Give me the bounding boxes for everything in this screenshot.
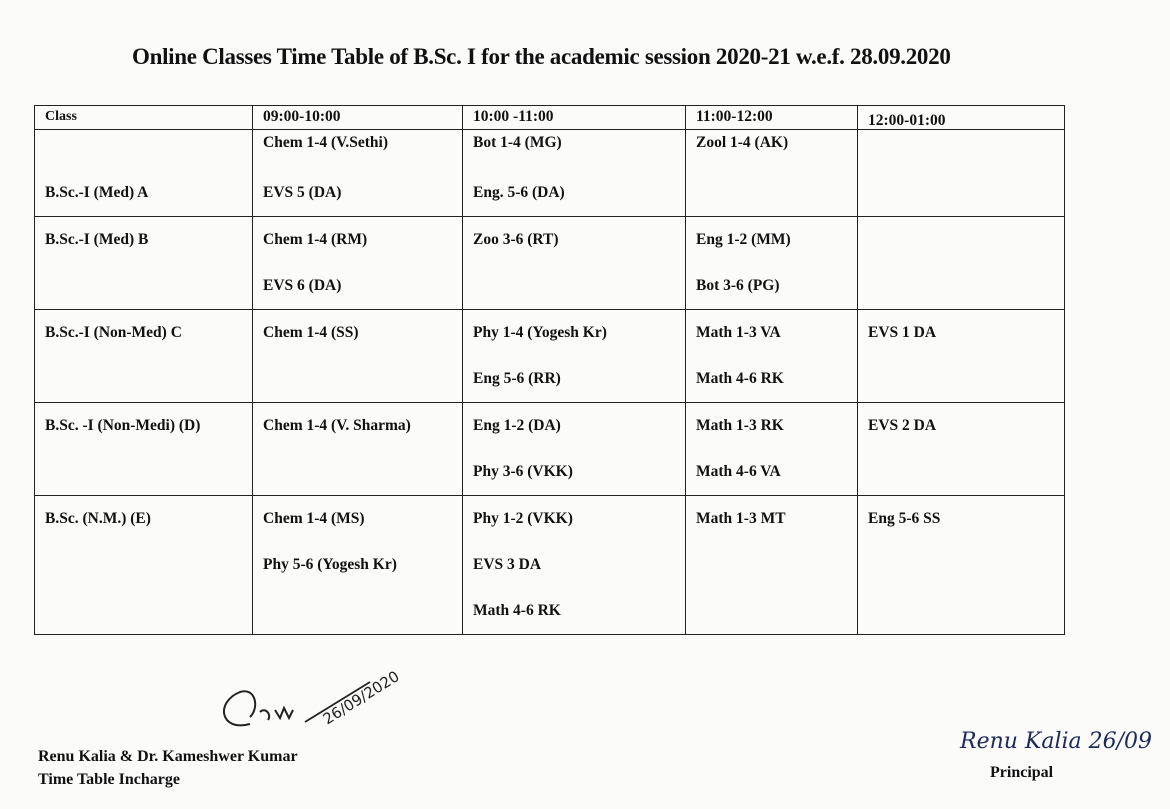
table-row [35, 403, 1065, 496]
subject-entry: Chem 1-4 (V.Sethi) [263, 134, 388, 151]
subject-entry: Math 1-3 VA [696, 324, 781, 341]
slot-cell [463, 496, 686, 635]
subject-entry: Math 4-6 RK [696, 370, 784, 387]
principal-title: Principal [990, 764, 1054, 781]
class-label: B.Sc.-I (Non-Med) C [45, 324, 182, 341]
slot-cell [253, 217, 463, 310]
subject-entry: Phy 5-6 (Yogesh Kr) [263, 556, 397, 573]
slot-cell [253, 496, 463, 635]
subject-entry: Eng 5-6 SS [868, 510, 941, 527]
slot-cell [686, 310, 858, 403]
subject-entry: Phy 1-2 (VKK) [473, 510, 573, 527]
incharge-block [38, 745, 298, 791]
table-row [35, 217, 1065, 310]
slot-cell [463, 217, 686, 310]
signature-right [955, 712, 1165, 762]
header-slot2: 10:00 -11:00 [463, 106, 686, 130]
subject-entry: Bot 1-4 (MG) [473, 134, 562, 151]
subject-entry: EVS 1 DA [868, 324, 937, 341]
subject-entry: EVS 3 DA [473, 556, 542, 573]
header-slot1: 09:00-10:00 [253, 106, 463, 130]
subject-entry: Math 1-3 MT [696, 510, 786, 527]
subject-entry: Chem 1-4 (V. Sharma) [263, 417, 411, 434]
slot-cell [253, 130, 463, 217]
header-slot4: 12:00-01:00 [858, 106, 1065, 130]
class-label: B.Sc. (N.M.) (E) [45, 510, 151, 527]
subject-entry: Zool 1-4 (AK) [696, 134, 789, 151]
incharge-title: Time Table Incharge [38, 771, 180, 788]
subject-entry: Phy 3-6 (VKK) [473, 463, 573, 480]
table-row [35, 310, 1065, 403]
slot-cell [858, 496, 1065, 635]
class-cell [35, 496, 253, 635]
subject-entry: EVS 5 (DA) [263, 184, 342, 201]
slot-cell [463, 130, 686, 217]
class-label: B.Sc.-I (Med) B [45, 231, 149, 248]
subject-entry: Eng 1-2 (MM) [696, 231, 791, 248]
slot-cell [463, 403, 686, 496]
signature-right-text: Renu Kalia 26/09 [960, 729, 1153, 754]
incharge-names: Renu Kalia & Dr. Kameshwer Kumar [38, 748, 298, 765]
subject-entry: Phy 1-4 (Yogesh Kr) [473, 324, 607, 341]
timetable [34, 105, 1065, 635]
slot-cell [858, 217, 1065, 310]
signature-left [210, 662, 440, 747]
subject-entry: Math 4-6 VA [696, 463, 781, 480]
subject-entry: EVS 6 (DA) [263, 277, 342, 294]
subject-entry: Math 1-3 RK [696, 417, 784, 434]
slot-cell [858, 310, 1065, 403]
subject-entry: Chem 1-4 (MS) [263, 510, 365, 527]
signature-left-date: 26/09/2020 [319, 667, 403, 729]
header-row [35, 106, 1065, 130]
page-title: Online Classes Time Table of B.Sc. I for the academic session 2020-21 w.e.f. 28.09.2020 [132, 44, 951, 69]
slot-cell [463, 310, 686, 403]
subject-entry: Chem 1-4 (RM) [263, 231, 368, 248]
slot-cell [686, 217, 858, 310]
table-row [35, 496, 1065, 635]
subject-entry: Math 4-6 RK [473, 602, 561, 619]
table-row [35, 130, 1065, 217]
slot-cell [686, 403, 858, 496]
class-cell [35, 217, 253, 310]
class-label: B.Sc.-I (Med) A [45, 184, 149, 201]
class-cell [35, 310, 253, 403]
class-cell [35, 403, 253, 496]
subject-entry: Chem 1-4 (SS) [263, 324, 359, 341]
slot-cell [858, 403, 1065, 496]
subject-entry: Eng 1-2 (DA) [473, 417, 561, 434]
slot-cell [686, 496, 858, 635]
class-label: B.Sc. -I (Non-Medi) (D) [45, 417, 201, 434]
class-cell [35, 130, 253, 217]
slot-cell [686, 130, 858, 217]
header-class: Class [35, 106, 253, 130]
subject-entry: Eng. 5-6 (DA) [473, 184, 565, 201]
subject-entry: Eng 5-6 (RR) [473, 370, 561, 387]
slot-cell [253, 403, 463, 496]
subject-entry: EVS 2 DA [868, 417, 937, 434]
header-slot3: 11:00-12:00 [686, 106, 858, 130]
slot-cell [253, 310, 463, 403]
subject-entry: Bot 3-6 (PG) [696, 277, 780, 294]
slot-cell [858, 130, 1065, 217]
subject-entry: Zoo 3-6 (RT) [473, 231, 559, 248]
